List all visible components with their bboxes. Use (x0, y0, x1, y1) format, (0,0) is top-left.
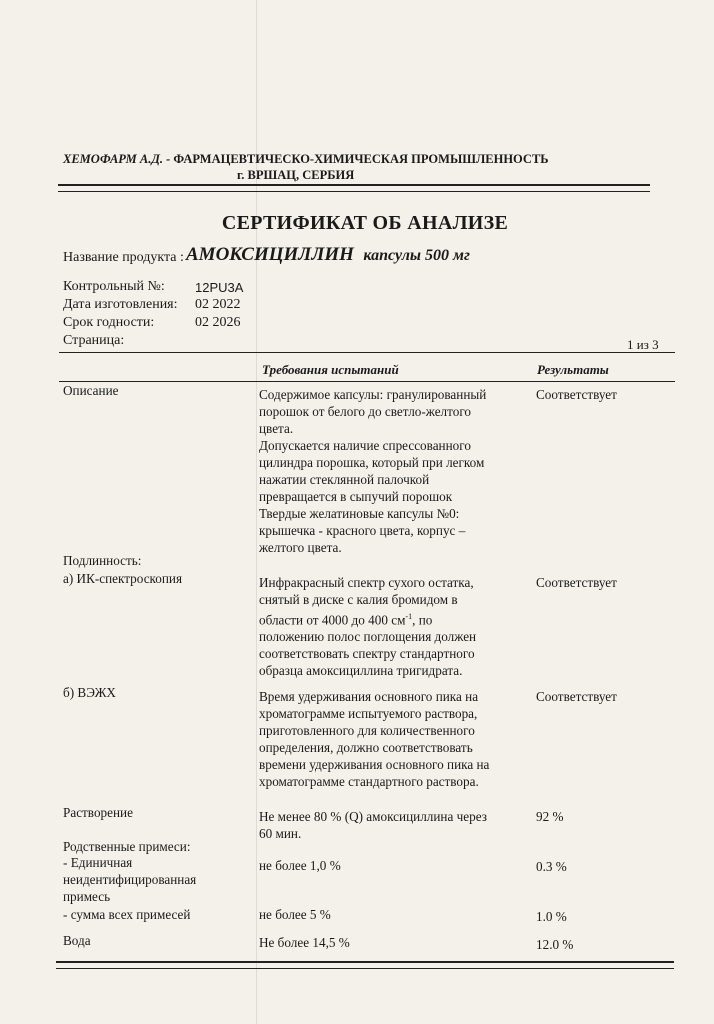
requirement-hplc (259, 688, 531, 790)
requirement-line: соответствовать спектру стандартного (259, 646, 475, 662)
requirement-line: цвета. (259, 421, 294, 436)
company-name-rest: ФАРМАЦЕВТИЧЕСКО-ХИМИЧЕСКАЯ ПРОМЫШЛЕННОСТЬ (173, 152, 549, 166)
test-hplc: б) ВЭЖХ (63, 685, 116, 700)
company-name (63, 152, 549, 167)
product-name-main: АМОКСИЦИЛЛИН (186, 244, 354, 265)
table-top-rule (59, 352, 675, 353)
result-hplc: Соответствует (536, 689, 617, 704)
page-label: Страница: (63, 333, 125, 348)
requirement-line (259, 608, 531, 628)
requirement-line: Время удерживания основного пика на (259, 689, 479, 704)
requirement-line: Допускается наличие спрессованного (259, 438, 471, 453)
test-line: примесь (63, 889, 111, 904)
header-divider (58, 184, 650, 192)
control-number-label: Контрольный №: (63, 279, 165, 294)
test-description: Описание (63, 383, 119, 398)
manufacture-date-label: Дата изготовления: (63, 297, 178, 312)
document-title: СЕРТИФИКАТ ОБ АНАЛИЗЕ (221, 212, 509, 234)
requirement-text: , по (412, 612, 433, 628)
requirement-line: положению полос поглощения должен (259, 629, 477, 645)
expiry-date-value: 02 2026 (195, 315, 241, 330)
expiry-date-label: Срок годности: (63, 315, 155, 330)
test-line: неидентифицированная (63, 872, 197, 887)
requirement-line: хроматограмме испытуемого раствора, (259, 706, 478, 721)
requirement-line: 60 мин. (259, 826, 302, 841)
requirement-line: порошок от белого до светло-желтого (259, 404, 471, 419)
test-water: Вода (63, 933, 91, 948)
table-bottom-rule (56, 961, 674, 969)
requirement-description (259, 386, 531, 556)
requirement-line: Твердые желатиновые капсулы №0: (259, 506, 460, 521)
control-number-value: 12PU3A (195, 280, 244, 295)
impurities-group-label: Родственные примеси: (63, 839, 191, 854)
requirement-line: образца амоксициллина тригидрата. (259, 663, 463, 679)
requirement-line: крышечка - красного цвета, корпус – (259, 523, 466, 538)
requirement-line: приготовленного для количественного (259, 723, 475, 738)
test-dissolution: Растворение (63, 805, 133, 820)
result-single-impurity: 0.3 % (536, 859, 567, 874)
requirements-header: Требования испытаний (262, 362, 399, 377)
requirement-dissolution (259, 808, 531, 842)
result-dissolution: 92 % (536, 809, 564, 824)
identity-group-label: Подлинность: (63, 553, 142, 568)
page-number: 1 из 3 (627, 337, 659, 352)
result-total-impurities: 1.0 % (536, 909, 567, 924)
manufacture-date-value: 02 2022 (195, 297, 241, 312)
product-form: капсулы 500 мг (363, 247, 470, 264)
test-total-impurities: - сумма всех примесей (63, 907, 191, 922)
requirement-single-impurity: не более 1,0 % (259, 858, 341, 873)
requirement-line: хроматограмме стандартного раствора. (259, 774, 479, 789)
results-header: Результаты (537, 362, 609, 377)
requirement-line: времени удерживания основного пика на (259, 757, 490, 772)
requirement-line: Инфракрасный спектр сухого остатка, (259, 575, 474, 590)
requirement-ir-spectroscopy (259, 574, 531, 679)
requirement-line: снятый в диске с калия бромидом в (259, 592, 458, 607)
test-ir-spectroscopy: а) ИК-спектроскопия (63, 571, 183, 586)
test-single-impurity (63, 854, 253, 905)
requirement-line: желтого цвета. (259, 540, 342, 555)
company-name-italic: ХЕМОФАРМ А.Д. - (63, 152, 174, 166)
requirement-water: Не более 14,5 % (259, 935, 350, 950)
result-water: 12.0 % (536, 937, 574, 952)
product-label: Название продукта : (63, 250, 184, 265)
superscript: -1 (405, 612, 413, 621)
result-description: Соответствует (536, 387, 617, 402)
requirement-line: превращается в сыпучий порошок (259, 489, 453, 504)
requirement-line: определения, должно соответствовать (259, 740, 473, 755)
requirement-line: Не менее 80 % (Q) амоксициллина через (259, 809, 487, 824)
requirement-line: Содержимое капсулы: гранулированный (259, 387, 487, 402)
requirement-text: области от 4000 до 400 см (259, 612, 406, 628)
result-ir-spectroscopy: Соответствует (536, 575, 617, 590)
requirement-total-impurities: не более 5 % (259, 907, 331, 922)
test-line: - Единичная (63, 855, 133, 870)
company-city: г. ВРШАЦ, СЕРБИЯ (237, 168, 355, 182)
product-name (186, 244, 470, 266)
requirement-line: цилиндра порошка, который при легком (259, 455, 485, 470)
requirement-line: нажатии стеклянной палочкой (259, 472, 430, 487)
